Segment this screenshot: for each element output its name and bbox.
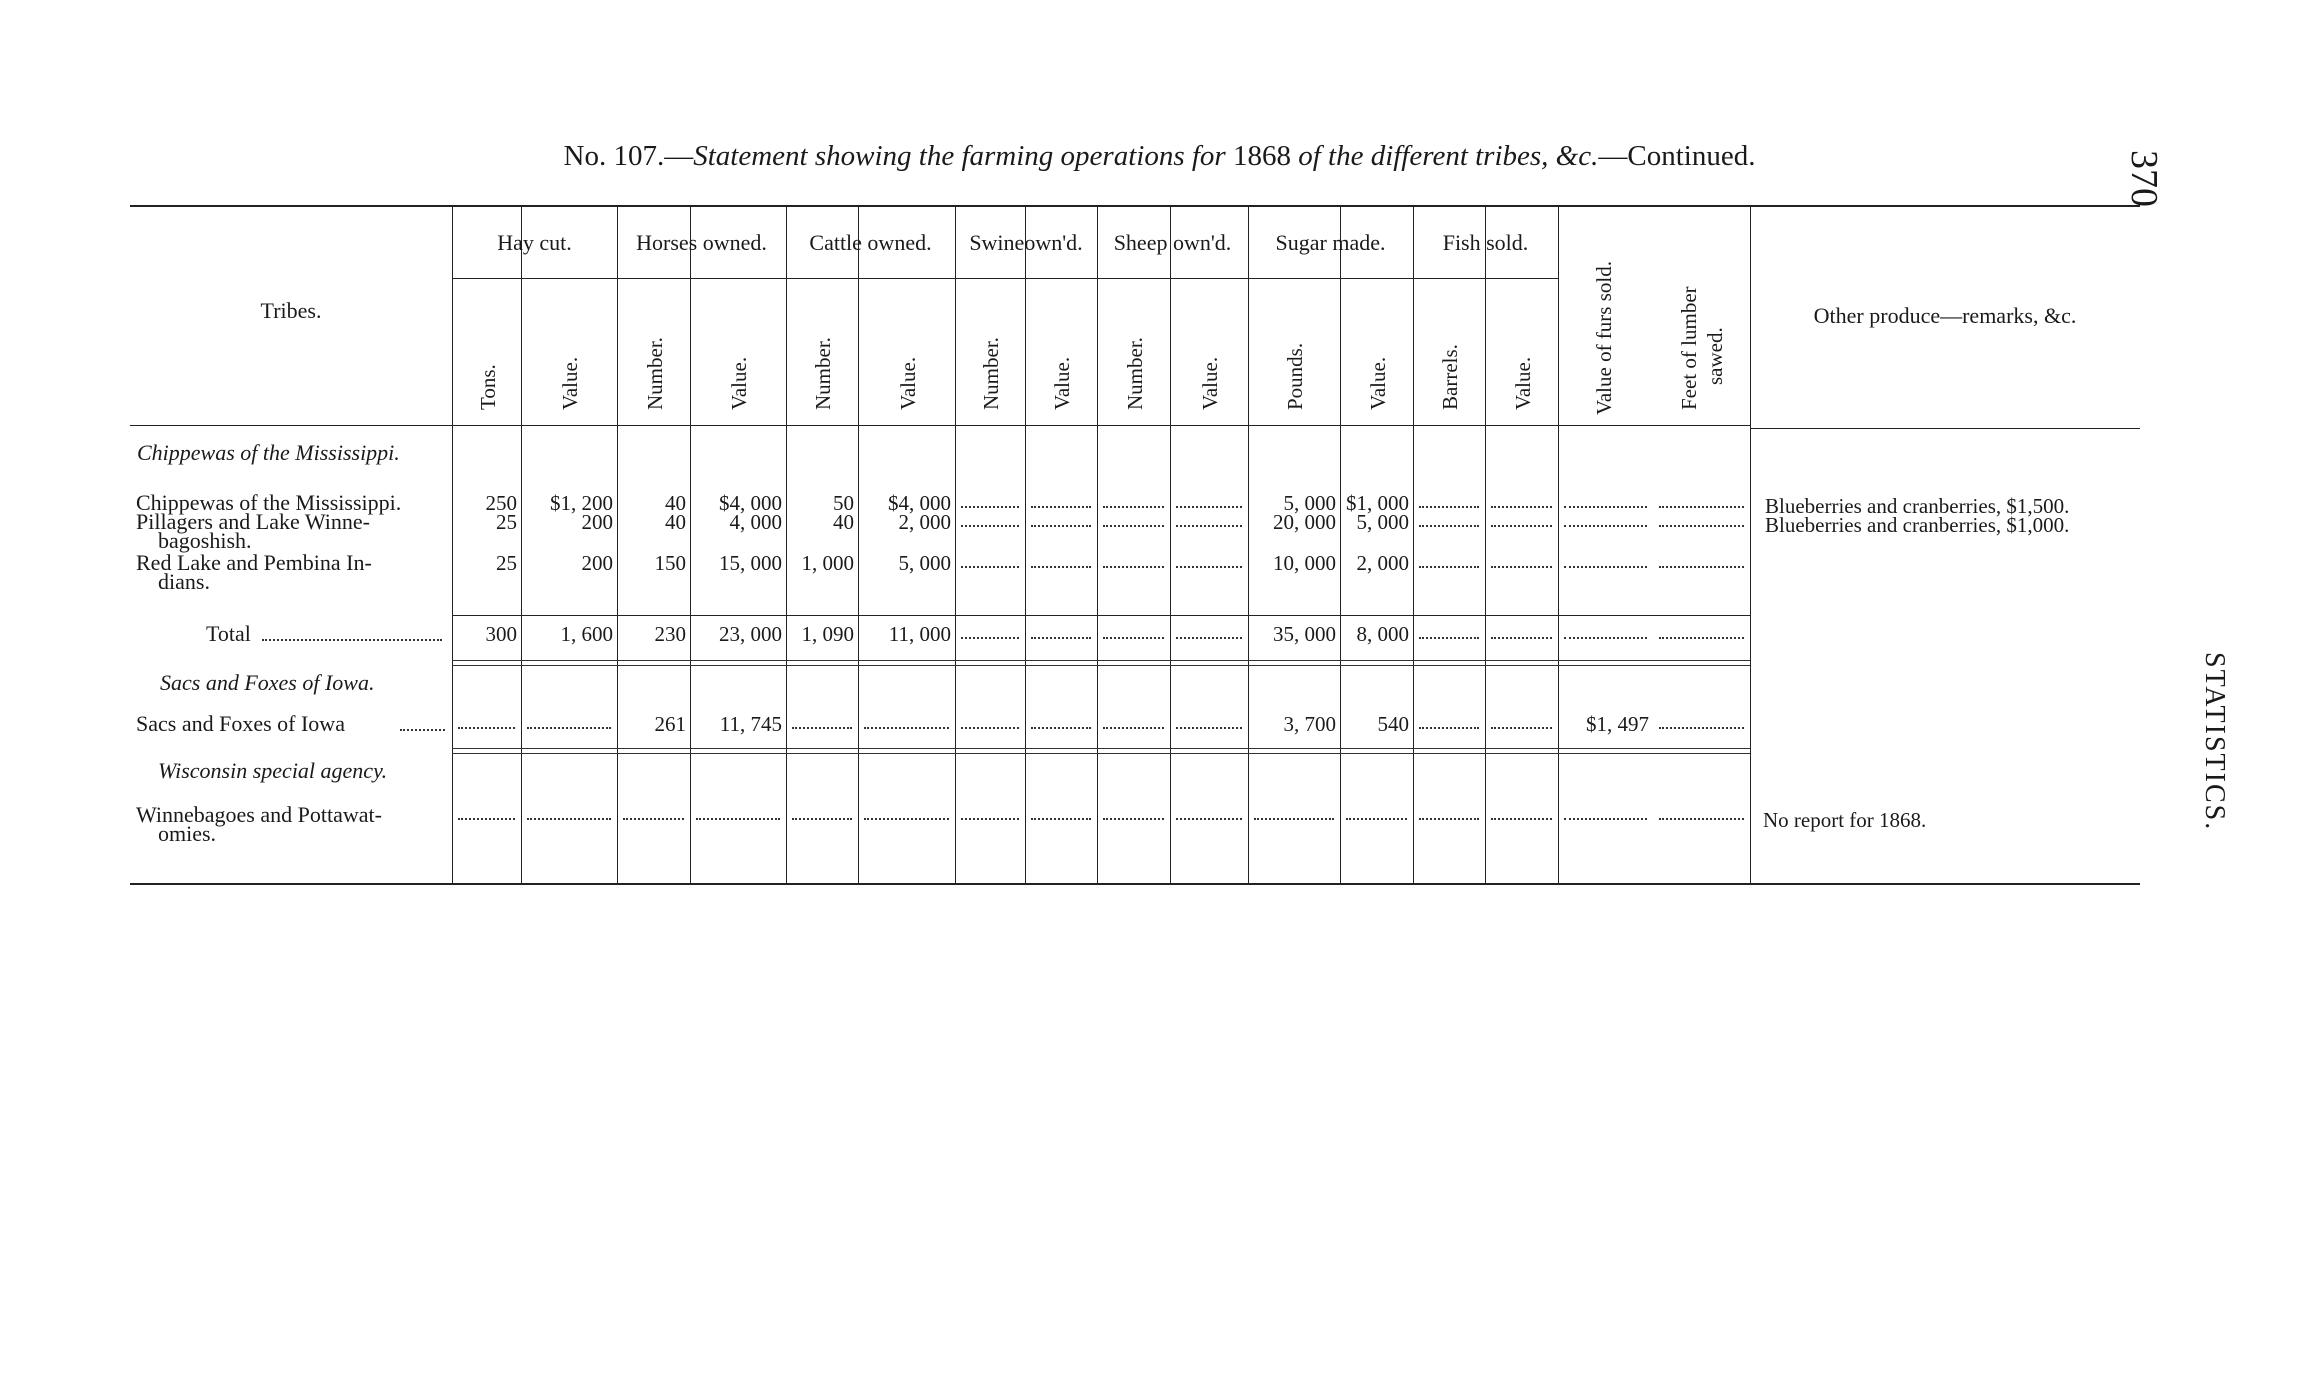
column-rule: [1097, 205, 1098, 883]
tribe-name: bagoshish.: [158, 528, 252, 553]
data-cell: 40: [833, 510, 854, 534]
column-header: Number.: [1122, 337, 1147, 410]
table-bottom-rule: [130, 883, 2140, 885]
empty-cell-leader: [1564, 506, 1647, 508]
total-cell: 1, 090: [801, 622, 854, 646]
remark-text: Blueberries and cranberries, $1,000.: [1765, 513, 2070, 537]
table-top-rule: [130, 205, 2140, 207]
empty-cell-leader: [1103, 566, 1164, 568]
empty-cell-leader: [961, 637, 1019, 639]
empty-cell-leader: [527, 727, 611, 729]
data-cell: 3, 700: [1283, 712, 1336, 736]
empty-cell-leader: [792, 727, 852, 729]
empty-cell-leader: [696, 818, 780, 820]
remarks-header-bottom-rule: [1750, 428, 2140, 429]
remark-text: Blueberries and cranberries, $1,500.: [1765, 494, 2070, 518]
column-rule: [786, 205, 787, 883]
data-cell: 200: [581, 510, 613, 534]
lumber-header-2: sawed.: [1703, 327, 1727, 385]
column-header: Value.: [895, 356, 920, 410]
data-cell: $4, 000: [719, 491, 782, 515]
group-header: Swineown'd.: [969, 230, 1083, 255]
empty-cell-leader: [961, 525, 1019, 527]
empty-cell-leader: [1176, 566, 1242, 568]
remarks-header: Other produce—remarks, &c.: [1813, 303, 2077, 328]
empty-cell-leader: [1031, 818, 1091, 820]
empty-cell-leader: [1419, 506, 1479, 508]
group-header: Horses owned.: [636, 230, 767, 255]
empty-cell-leader: [1491, 566, 1552, 568]
empty-cell-leader: [1031, 637, 1091, 639]
empty-cell-leader: [1176, 525, 1242, 527]
total-cell: 11, 000: [888, 622, 951, 646]
tribe-name: Winnebagoes and Pottawat-: [136, 802, 382, 827]
empty-cell-leader: [961, 818, 1019, 820]
empty-cell-leader: [623, 818, 684, 820]
total-cell: 1, 600: [560, 622, 613, 646]
column-header: Value.: [727, 356, 751, 410]
data-cell: 5, 000: [1356, 510, 1409, 534]
data-cell: 20, 000: [1273, 510, 1336, 534]
group-header: Cattle owned.: [809, 230, 932, 255]
stub-header: Tribes.: [260, 298, 322, 323]
empty-cell-leader: [1419, 637, 1479, 639]
empty-cell-leader: [1103, 818, 1164, 820]
empty-cell-leader: [1491, 727, 1552, 729]
empty-cell-leader: [1564, 818, 1647, 820]
data-cell: 50: [833, 491, 854, 515]
title-suffix: —Continued.: [1598, 140, 1756, 172]
running-head: STATISTICS.: [2199, 652, 2230, 832]
data-cell: $1, 000: [1346, 491, 1409, 515]
total-leader: [262, 639, 442, 641]
header-bottom-rule: [130, 425, 1750, 426]
column-header: Number.: [979, 337, 1003, 410]
empty-cell-leader: [1031, 727, 1091, 729]
double-rule: [452, 660, 1750, 666]
data-cell: 2, 000: [898, 510, 951, 534]
data-cell: 25: [496, 510, 517, 534]
column-header: Number.: [642, 337, 667, 410]
lumber-header: Feet of lumber: [1677, 286, 1701, 410]
data-cell: $4, 000: [888, 491, 951, 515]
column-header: Value.: [1510, 356, 1535, 410]
empty-cell-leader: [1491, 506, 1552, 508]
total-cell: 8, 000: [1356, 622, 1409, 646]
empty-cell-leader: [458, 727, 515, 729]
empty-cell-leader: [961, 727, 1019, 729]
empty-cell-leader: [1564, 525, 1647, 527]
title-year: 1868: [1225, 140, 1299, 172]
data-cell: 4, 000: [729, 510, 782, 534]
group-header: Fish sold.: [1442, 230, 1529, 255]
total-cell: 23, 000: [719, 622, 782, 646]
empty-cell-leader: [1419, 818, 1479, 820]
remark-text: No report for 1868.: [1763, 808, 1927, 832]
column-header: Barrels.: [1438, 344, 1462, 410]
data-cell: 2, 000: [1356, 551, 1409, 575]
empty-cell-leader: [1419, 727, 1479, 729]
empty-cell-leader: [1031, 566, 1091, 568]
empty-cell-leader: [1491, 637, 1552, 639]
column-rule: [858, 205, 859, 883]
empty-cell-leader: [1176, 637, 1242, 639]
empty-cell-leader: [864, 818, 949, 820]
column-rule: [955, 205, 956, 883]
total-top-rule: [452, 615, 1750, 616]
empty-cell-leader: [1659, 637, 1744, 639]
data-cell: $1, 497: [1586, 712, 1649, 736]
total-cell: 35, 000: [1273, 622, 1336, 646]
data-cell: 250: [485, 491, 517, 515]
page-title: [0, 140, 2319, 173]
column-rule: [1485, 205, 1486, 883]
empty-cell-leader: [1031, 506, 1091, 508]
total-cell: 230: [654, 622, 686, 646]
empty-cell-leader: [1176, 506, 1242, 508]
data-cell: 5, 000: [1283, 491, 1336, 515]
data-cell: 5, 000: [898, 551, 951, 575]
group-header: Sugar made.: [1275, 230, 1386, 255]
empty-cell-leader: [527, 818, 611, 820]
total-cell: 300: [485, 622, 517, 646]
group-header: Sheep own'd.: [1113, 230, 1232, 255]
column-rule: [452, 205, 453, 883]
empty-cell-leader: [1176, 818, 1242, 820]
empty-cell-leader: [1103, 637, 1164, 639]
column-rule: [1248, 205, 1249, 883]
data-cell: 40: [665, 510, 686, 534]
tribe-name: Sacs and Foxes of Iowa: [136, 711, 345, 736]
tribe-name: Red Lake and Pembina In-: [136, 550, 372, 575]
total-label: Total: [206, 621, 251, 646]
data-cell: 11, 745: [719, 712, 782, 736]
group-header: Hay cut.: [497, 230, 572, 255]
data-cell: 1, 000: [801, 551, 854, 575]
data-cell: 25: [496, 551, 517, 575]
title-italic: Statement showing the farming operations for: [693, 140, 1226, 172]
empty-cell-leader: [1176, 727, 1242, 729]
empty-cell-leader: [1491, 818, 1552, 820]
empty-cell-leader: [1659, 818, 1744, 820]
empty-cell-leader: [1103, 525, 1164, 527]
data-cell: 540: [1377, 712, 1409, 736]
furs-header: Value of furs sold.: [1592, 261, 1616, 415]
empty-cell-leader: [1346, 818, 1407, 820]
empty-cell-leader: [1103, 506, 1164, 508]
empty-cell-leader: [458, 818, 515, 820]
data-cell: 10, 000: [1273, 551, 1336, 575]
double-rule: [452, 748, 1750, 754]
empty-cell-leader: [1659, 727, 1744, 729]
column-header: Pounds.: [1283, 342, 1307, 410]
page-number: 370: [2123, 150, 2165, 207]
empty-cell-leader: [1659, 506, 1744, 508]
column-header: Value.: [1198, 356, 1222, 410]
empty-cell-leader: [961, 506, 1019, 508]
empty-cell-leader: [961, 566, 1019, 568]
column-rule: [690, 205, 691, 883]
section-heading: Wisconsin special agency.: [158, 758, 388, 783]
column-rule: [1025, 205, 1026, 883]
data-cell: 261: [654, 712, 686, 736]
empty-cell-leader: [1659, 566, 1744, 568]
tribe-name: Pillagers and Lake Winne-: [136, 509, 370, 534]
data-cell: 200: [581, 551, 613, 575]
tribe-name: Chippewas of the Mississippi.: [136, 490, 402, 515]
column-header: Tons.: [475, 364, 500, 410]
empty-cell-leader: [1103, 727, 1164, 729]
data-cell: 15, 000: [719, 551, 782, 575]
column-rule: [1558, 205, 1559, 883]
column-rule: [1340, 205, 1341, 883]
data-cell: 40: [665, 491, 686, 515]
empty-cell-leader: [1659, 525, 1744, 527]
column-header: Value.: [1365, 356, 1390, 410]
column-header: Value.: [1050, 356, 1074, 410]
column-rule: [617, 205, 618, 883]
empty-cell-leader: [1419, 525, 1479, 527]
empty-cell-leader: [1564, 566, 1647, 568]
empty-cell-leader: [1564, 637, 1647, 639]
data-cell: $1, 200: [550, 491, 613, 515]
tribe-name: omies.: [158, 821, 217, 846]
column-rule: [1170, 205, 1171, 883]
tribe-name: dians.: [158, 569, 210, 594]
column-rule: [521, 205, 522, 883]
empty-cell-leader: [1491, 525, 1552, 527]
empty-cell-leader: [1419, 566, 1479, 568]
section-heading: Chippewas of the Mississippi.: [137, 440, 400, 465]
empty-cell-leader: [1031, 525, 1091, 527]
data-cell: 150: [654, 551, 686, 575]
title-italic-2: of the different tribes, &c.: [1298, 140, 1599, 172]
title-prefix: No. 107.—: [563, 140, 694, 172]
empty-cell-leader: [792, 818, 852, 820]
section-heading: Sacs and Foxes of Iowa.: [160, 670, 375, 695]
column-header: Number.: [811, 337, 835, 410]
empty-cell-leader: [1254, 818, 1334, 820]
column-rule: [1413, 205, 1414, 883]
column-header: Value.: [558, 356, 582, 410]
tribe-leader: [400, 729, 445, 731]
empty-cell-leader: [864, 727, 949, 729]
